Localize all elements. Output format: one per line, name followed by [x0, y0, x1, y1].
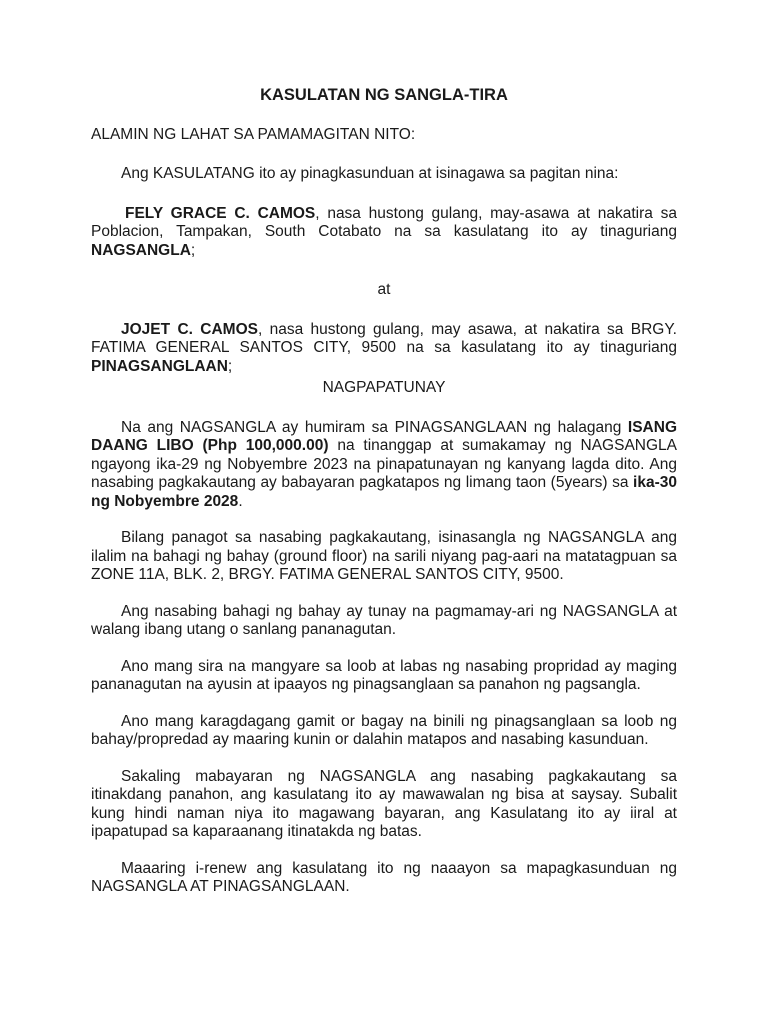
loan-text-b: na tinanggap at sumakamay ng NAGSANGLA ngayong ika-29 ng Nobyembre 2023 na pinapatunayan ng kanyang lagda dito. Ang nasabing pagkakautang ay babayaran pagkatapos ng limang taon (5years) sa	[91, 437, 677, 491]
loan-paragraph	[91, 419, 677, 512]
loan-text-c: .	[238, 492, 243, 510]
collateral-paragraph: Bilang panagot sa nasabing pagkakautang, isinasangla ng NAGSANGLA ang ilalim na bahagi ng bahay (ground floor) na sarili niyang pag-aari na matatagpuan sa ZONE 11A, BLK. 2, BRGY. FATIMA GENERAL SANTOS CITY, 9500.	[91, 529, 677, 583]
payment-paragraph: Sakaling mabayaran ng NAGSANGLA ang nasabing pagkakautang sa itinakdang panahon, ang kasulatang ito ay mawawalan ng bisa at saysay. Subalit kung hindi naman niya ito magawang bayaran, ang Kasulatang ito ay iiral at ipapatupad sa kaparaanang itinatakda ng batas.	[91, 767, 677, 840]
ownership-paragraph: Ang nasabing bahagi ng bahay ay tunay na pagmamay-ari ng NAGSANGLA at walang ibang utang o sanlang pananagutan.	[91, 602, 677, 638]
loan-due-date: ika-30 ng Nobyembre 2028	[91, 474, 677, 510]
party-one-details: , nasa hustong gulang, may-asawa at nakatira sa Poblacion, Tampakan, South Cotabato na sa kasulatang ito ay tinaguriang	[91, 204, 678, 240]
salutation: ALAMIN NG LAHAT SA PAMAMAGITAN NITO:	[91, 125, 416, 143]
party-one-end: ;	[190, 241, 196, 259]
intro-paragraph: Ang KASULATANG ito ay pinagkasunduan at isinagawa sa pagitan nina:	[121, 165, 619, 182]
party-two-paragraph	[91, 321, 677, 377]
party-two-end: ;	[227, 357, 233, 375]
loan-amount: ISANG DAANG LIBO (Php 100,000.00)	[91, 418, 677, 454]
loan-text-a: Na ang NAGSANGLA ay humiram sa PINAGSANGLAAN ng halagang	[121, 418, 628, 436]
connector-text: at	[377, 281, 391, 298]
party-one-paragraph	[91, 205, 677, 261]
party-two-name: JOJET C. CAMOS	[121, 320, 258, 338]
renewal-paragraph: Maaaring i-renew ang kasulatang ito ng naaayon sa mapagkasunduan ng NAGSANGLA AT PINAGSANGLAAN.	[91, 859, 677, 895]
party-one-name: FELY GRACE C. CAMOS	[125, 204, 316, 222]
damage-paragraph: Ano mang sira na mangyare sa loob at labas ng nasabing propridad ay maging pananagutan na ayusin at ipaayos ng pinagsanglaan sa panahon ng pagsangla.	[91, 657, 677, 693]
additional-items-paragraph: Ano mang karagdagang gamit or bagay na binili ng pinagsanglaan sa loob ng bahay/propredad ay maaring kunin or dalahin matapos and nasabing kasunduan.	[91, 712, 677, 748]
section-heading: NAGPAPATUNAY	[322, 379, 446, 396]
document-title: KASULATAN NG SANGLA-TIRA	[260, 86, 508, 104]
party-two-role: PINAGSANGLAAN	[91, 357, 228, 375]
party-two-details: , nasa hustong gulang, may asawa, at nakatira sa BRGY. FATIMA GENERAL SANTOS CITY, 9500 na sa kasulatang ito ay tinaguriang	[91, 320, 677, 356]
party-one-role: NAGSANGLA	[91, 241, 191, 259]
document-page	[91, 86, 677, 897]
